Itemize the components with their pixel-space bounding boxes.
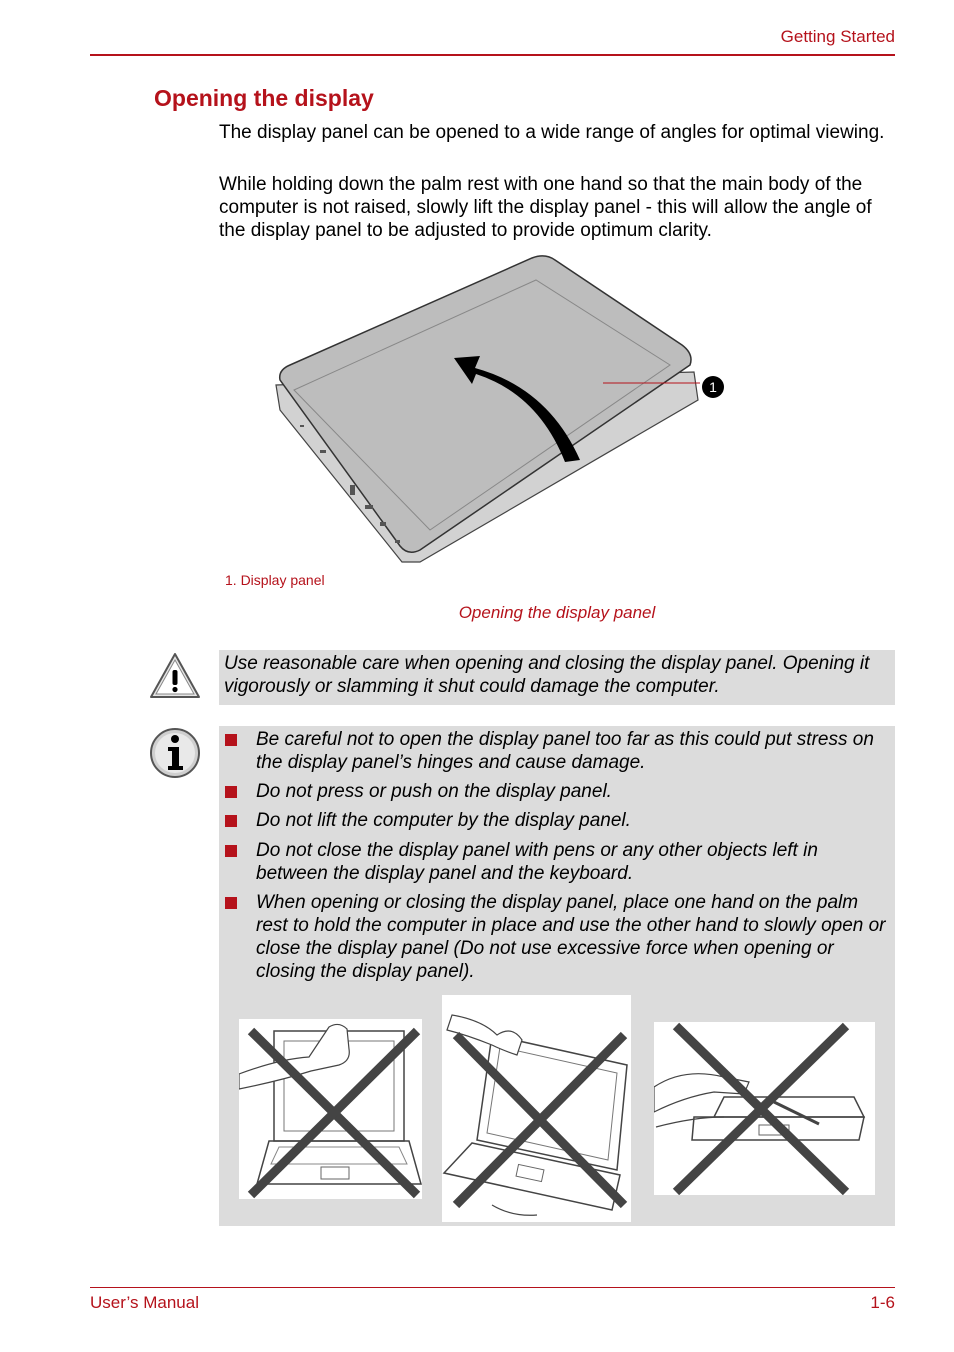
display-panel-illustration xyxy=(270,250,740,570)
bullet-text: Do not lift the computer by the display panel. xyxy=(256,810,631,831)
list-item xyxy=(219,809,895,832)
bullet-marker xyxy=(225,845,237,857)
info-box xyxy=(219,726,895,1226)
list-item xyxy=(219,728,895,774)
header-rule xyxy=(90,54,895,56)
bullet-marker xyxy=(225,897,237,909)
running-header: Getting Started xyxy=(780,27,895,46)
info-icon xyxy=(148,726,202,785)
footer-rule xyxy=(90,1287,895,1288)
list-item xyxy=(219,891,895,983)
caution-box xyxy=(219,650,895,705)
svg-text:1: 1 xyxy=(709,379,717,395)
bullet-marker xyxy=(225,786,237,798)
caution-text: Use reasonable care when opening and closing the display panel. Opening it vigorously or slamming it shut could damage the computer. xyxy=(224,653,870,697)
paragraph-2: While holding down the palm rest with one hand so that the main body of the computer is not raised, slowly lift the display panel - this will allow the angle of the display panel to be adjusted to provide optimum clarity. xyxy=(219,174,872,241)
footer-manual-title: User’s Manual xyxy=(90,1293,199,1312)
do-not-press-illustration xyxy=(239,1019,422,1199)
list-item xyxy=(219,839,895,885)
bullet-text: Do not press or push on the display panel. xyxy=(256,781,612,802)
figure-legend: 1. Display panel xyxy=(225,572,325,588)
list-item xyxy=(219,780,895,803)
page-number: 1-6 xyxy=(870,1293,895,1312)
do-not-close-with-pen-illustration xyxy=(654,1022,875,1195)
bullet-text: When opening or closing the display panel, place one hand on the palm rest to hold the computer in place and use the other hand to slowly open or close the display panel (Do not use excessive force when opening or closing the display panel). xyxy=(256,892,886,982)
bullet-text: Be careful not to open the display panel too far as this could put stress on the display panel’s hinges and cause damage. xyxy=(256,729,874,773)
section-heading: Opening the display xyxy=(154,85,374,111)
bullet-marker xyxy=(225,734,237,746)
bullet-marker xyxy=(225,815,237,827)
warning-icon xyxy=(148,650,202,707)
bullet-text: Do not close the display panel with pens or any other objects left in between the display panel and the keyboard. xyxy=(256,840,818,884)
do-not-lift-illustration xyxy=(442,995,631,1222)
figure-caption: Opening the display panel xyxy=(458,603,656,622)
paragraph-1: The display panel can be opened to a wide range of angles for optimal viewing. xyxy=(219,122,885,143)
